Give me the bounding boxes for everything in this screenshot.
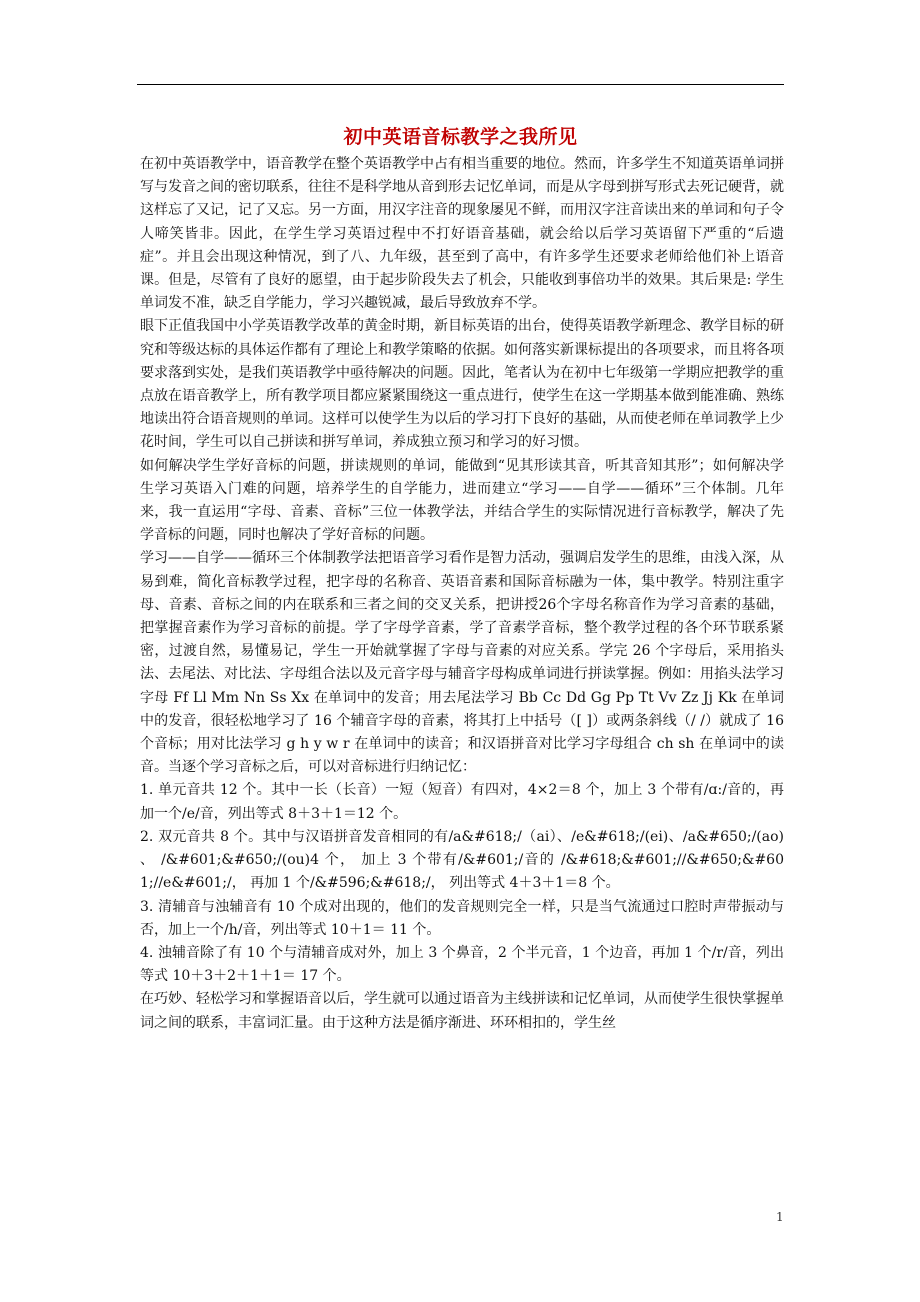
document-body xyxy=(140,153,784,1035)
page-number: 1 xyxy=(776,1210,784,1224)
list-item-diphthongs: 2. 双元音共 8 个。其中与汉语拼音发音相同的有/a&#618;/（ai）、/e&#618;/(ei)、/a&#650;/(ao) 、 /&#601;&#650;/(ou)4 个， 加上 3 个带有/&#601;/音的 /&#618;&#601;//&#650;&#601;//e&#601;/， 再加 1 个/&#596;&#618;/， 列出等式 4＋3＋1＝8 个。 xyxy=(140,828,784,892)
list-item-voiced-consonants: 4. 浊辅音除了有 10 个与清辅音成对外，加上 3 个鼻音，2 个半元音，1 个边音，再加 1 个/r/音，列出等式 10＋3＋2＋1＋1＝ 17 个。 xyxy=(140,944,784,985)
list-item-voiceless-consonants: 3. 清辅音与浊辅音有 10 个成对出现的，他们的发音规则完全一样，只是当气流通过口腔时声带振动与否，加上一个/h/音，列出等式 10＋1＝ 11 个。 xyxy=(140,898,784,938)
header-rule xyxy=(137,84,784,85)
paragraph-intro: 在初中英语教学中，语音教学在整个英语教学中占有相当重要的地位。然而，许多学生不知道英语单词拼写与发音之间的密切联系，往往不是科学地从音到形去记忆单词，而是从字母到拼写形式去死记硬背，就这样忘了又记，记了又忘。另一方面，用汉字注音的现象屡见不鲜，而用汉字注音读出来的单词和句子令人啼笑皆非。因此，在学生学习英语过程中不打好语音基础，就会给以后学习英语留下严重的“后遗症”。并且会出现这种情况，到了八、九年级，甚至到了高中，有许多学生还要求老师给他们补上语音课。但是，尽管有了良好的愿望，由于起步阶段失去了机会，只能收到事倍功半的效果。其后果是: 学生单词发不准，缺乏自学能力，学习兴趣锐减，最后导致放弃不学。 xyxy=(140,156,784,312)
paragraph-reform: 眼下正值我国中小学英语教学改革的黄金时期，新目标英语的出台，使得英语教学新理念、教学目标的研究和等级达标的具体运作都有了理论上和教学策略的依据。如何落实新课标提出的各项要求，而且将各项要求落到实处，是我们英语教学中亟待解决的问题。因此，笔者认为在初中七年级第一学期应把教学的重点放在语音教学上，所有教学项目都应紧紧围绕这一重点进行，使学生在这一学期基本做到能准确、熟练地读出符合语音规则的单词。这样可以使学生为以后的学习打下良好的基础，从而使老师在单词教学上少花时间，学生可以自己拼读和拼写单词，养成独立预习和学习的好习惯。 xyxy=(140,318,784,451)
paragraph-conclusion: 在巧妙、轻松学习和掌握语音以后，学生就可以通过语音为主线拼读和记忆单词，从而使学生很快掌握单词之间的联系，丰富词汇量。由于这种方法是循序渐进、环环相扣的，学生丝 xyxy=(140,991,784,1031)
document-title: 初中英语音标教学之我所见 xyxy=(343,126,578,148)
paragraph-method-question: 如何解决学生学好音标的问题，拼读规则的单词，能做到“见其形读其音，听其音知其形”；如何解决学生学习英语入门难的问题，培养学生的自学能力，进而建立“学习——自学——循环”三个体制。几年来，我一直运用“字母、音素、音标”三位一体教学法，并结合学生的实际情况进行音标教学，解决了先学音标的问题，同时也解决了学好音标的问题。 xyxy=(140,457,784,544)
paragraph-method-detail: 学习——自学——循环三个体制教学法把语音学习看作是智力活动，强调启发学生的思维，由浅入深，从易到难，简化音标教学过程，把字母的名称音、英语音素和国际音标融为一体，集中教学。特别注重字母、音素、音标之间的内在联系和三者之间的交叉关系，把讲授26个字母名称音作为学习音素的基础，把掌握音素作为学习音标的前提。学了字母学音素，学了音素学音标，整个教学过程的各个环节联系紧密，过渡自然，易懂易记，学生一开始就掌握了字母与音素的对应关系。学完 26 个字母后，采用掐头法、去尾法、对比法、字母组合法以及元音字母与辅音字母构成单词进行拼读掌握。例如：用掐头法学习字母 Ff Ll Mm Nn Ss Xx 在单词中的发音；用去尾法学习 Bb Cc Dd Gg Pp Tt Vv Zz Jj Kk 在单词中的发音，很轻松地学习了 16 个辅音字母的音素，将其打上中括号（[ ]）或两条斜线（/ /）就成了 16 个音标；用对比法学习 g h y w r 在单词中的读音；和汉语拼音对比学习字母组合 ch sh 在单词中的读音。当逐个学习音标之后，可以对音标进行归纳记忆： xyxy=(140,550,784,776)
list-item-monophthongs: 1. 单元音共 12 个。其中一长（长音）一短（短音）有四对，4×2＝8 个，加上 3 个带有/ɑ:/音的，再加一个/e/音，列出等式 8＋3＋1＝12 个。 xyxy=(140,782,784,822)
